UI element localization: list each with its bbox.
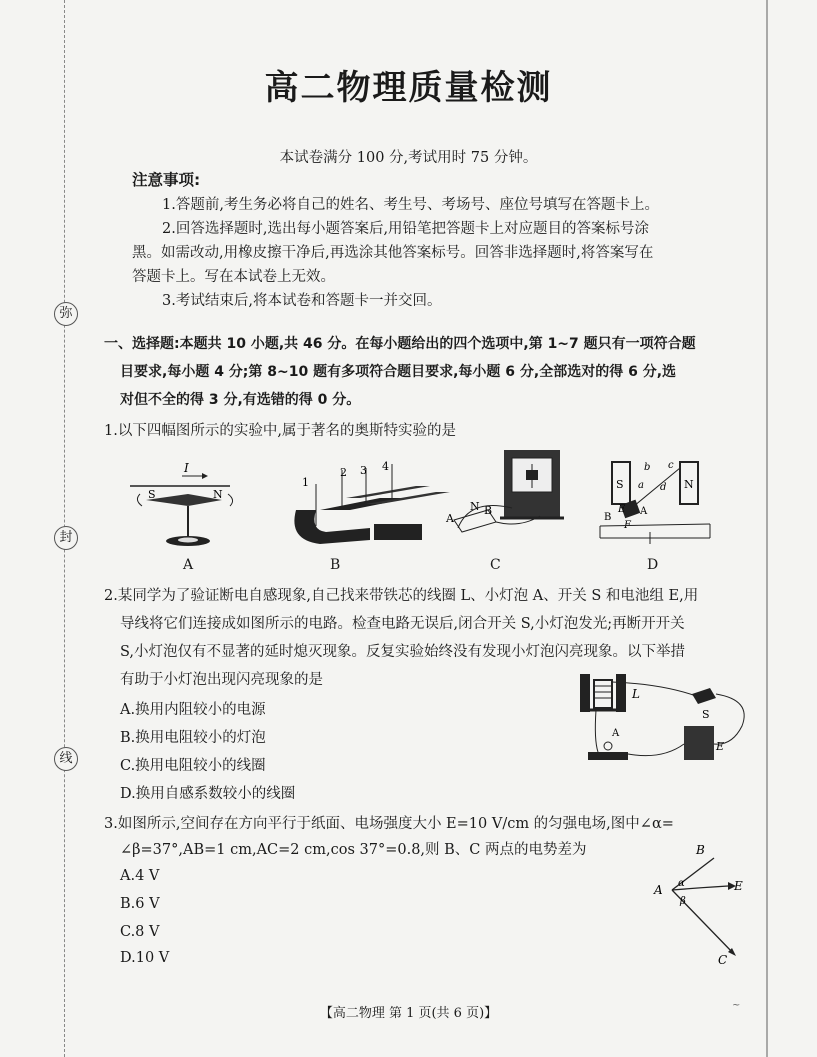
figd-n-label: N	[684, 478, 694, 491]
figa-north-label: N	[213, 488, 223, 501]
q1-figure-a	[130, 461, 233, 546]
q2-stem-line3: S,小灯泡仅有不显著的延时熄灭现象。反复实验始终没有发现小灯泡闪亮现象。以下举措	[120, 644, 686, 660]
q2-option-c: C.换用电阻较小的线圈	[120, 758, 266, 774]
page-footer: 【高二物理 第 1 页(共 6 页)】	[319, 1006, 498, 1021]
figd-e-label: E	[618, 504, 626, 515]
q3-stem-line1: 3.如图所示,空间存在方向平行于纸面、电场强度大小 E=10 V/cm 的匀强电场,图中∠α=	[104, 816, 674, 832]
q3-beta-label: β	[680, 896, 686, 907]
q1-stem: 1.以下四幅图所示的实验中,属于著名的奥斯特实验的是	[104, 423, 456, 439]
figc-n-label: N	[470, 500, 480, 513]
q1-figure-label-b: B	[330, 557, 341, 573]
q2-stem-line1: 2.某同学为了验证断电自感现象,自己找来带铁芯的线圈 L、小灯泡 A、开关 S 和电池组 E,用	[104, 588, 699, 604]
figd-b-label: b	[644, 462, 651, 473]
notice-item-2: 2.回答选择题时,选出每小题答案后,用铅笔把答题卡上对应题目的答案标号涂	[162, 221, 650, 237]
q1-figure-label-d: D	[647, 557, 659, 573]
q1-figure-d	[600, 460, 710, 544]
q2-s-label: S	[702, 708, 710, 721]
notice-item-1: 1.答题前,考生务必将自己的姓名、考生号、考场号、座位号填写在答题卡上。	[162, 197, 659, 213]
notice-item-3: 3.考试结束后,将本试卷和答题卡一并交回。	[162, 293, 442, 309]
q2-e-label: E	[716, 740, 725, 753]
q1-figure-label-c: C	[490, 557, 501, 573]
q2-stem-line4: 有助于小灯泡出现闪亮现象的是	[120, 672, 323, 688]
section1-line3: 对但不全的得 3 分,有选错的得 0 分。	[120, 392, 361, 408]
figb-number-4: 4	[382, 460, 389, 473]
q2-circuit-figure	[572, 670, 762, 770]
exam-info: 本试卷满分 100 分,考试用时 75 分钟。	[279, 150, 538, 166]
figd-f-label: F	[624, 520, 631, 531]
q2-option-a: A.换用内阻较小的电源	[120, 702, 266, 718]
q2-a-label: A	[612, 728, 620, 739]
figc-a-label: A	[446, 512, 454, 525]
q1-figure-label-a: A	[183, 557, 194, 573]
q3-field-figure	[646, 836, 756, 968]
page-title: 高二物理质量检测	[264, 68, 553, 108]
figc-b-label: B	[484, 504, 493, 517]
q3-stem-line2: ∠β=37°,AB=1 cm,AC=2 cm,cos 37°=0.8,则 B、C 两点的电势差为	[120, 842, 587, 858]
q1-figures	[120, 448, 740, 558]
figb-number-1: 1	[302, 476, 309, 489]
q3-b-label: B	[696, 843, 705, 857]
q3-e-label: E	[734, 879, 743, 893]
figd-capa-label: A	[640, 506, 648, 517]
notice-item-2-cont1: 黑。如需改动,用橡皮擦干净后,再选涂其他答案标号。回答非选择题时,将答案写在	[132, 245, 654, 261]
margin-seal-xian: 线	[54, 747, 78, 771]
figd-s-label: S	[616, 478, 624, 491]
q3-c-label: C	[718, 953, 728, 967]
q3-option-d: D.10 V	[120, 950, 170, 966]
figa-current-label: I	[184, 461, 189, 475]
notice-heading: 注意事项:	[132, 171, 201, 189]
notice-item-2-cont2: 答题卡上。写在本试卷上无效。	[132, 269, 335, 285]
q2-option-b: B.换用电阻较小的灯泡	[120, 730, 266, 746]
q2-option-d: D.换用自感系数较小的线圈	[120, 786, 296, 802]
q1-figure-b	[294, 460, 450, 544]
figa-south-label: S	[148, 488, 156, 501]
q2-stem-line2: 导线将它们连接成如图所示的电路。检查电路无误后,闭合开关 S,小灯泡发光;再断开开关	[120, 616, 685, 632]
figb-number-3: 3	[360, 464, 367, 477]
figd-d-label: d	[660, 482, 667, 493]
q3-a-label: A	[654, 883, 663, 897]
q3-option-a: A.4 V	[120, 868, 160, 884]
section1-line2: 目要求,每小题 4 分;第 8~10 题有多项符合题目要求,每小题 6 分,全部选对的得 6 分,选	[120, 364, 677, 380]
corner-mark: ~	[732, 1000, 741, 1011]
figd-a-label: a	[638, 480, 644, 491]
q1-figure-c	[445, 450, 564, 532]
q2-l-label: L	[632, 687, 640, 701]
figd-capb-label: B	[604, 512, 612, 523]
figb-number-2: 2	[340, 466, 347, 479]
q3-option-b: B.6 V	[120, 896, 160, 912]
figd-c-label: c	[668, 460, 674, 471]
margin-seal-mi: 弥	[54, 302, 78, 326]
section1-line1: 一、选择题:本题共 10 小题,共 46 分。在每小题给出的四个选项中,第 1~7 题只有一项符合题	[104, 336, 696, 352]
margin-seal-feng: 封	[54, 526, 78, 550]
q3-alpha-label: α	[678, 878, 685, 889]
q3-option-c: C.8 V	[120, 924, 160, 940]
